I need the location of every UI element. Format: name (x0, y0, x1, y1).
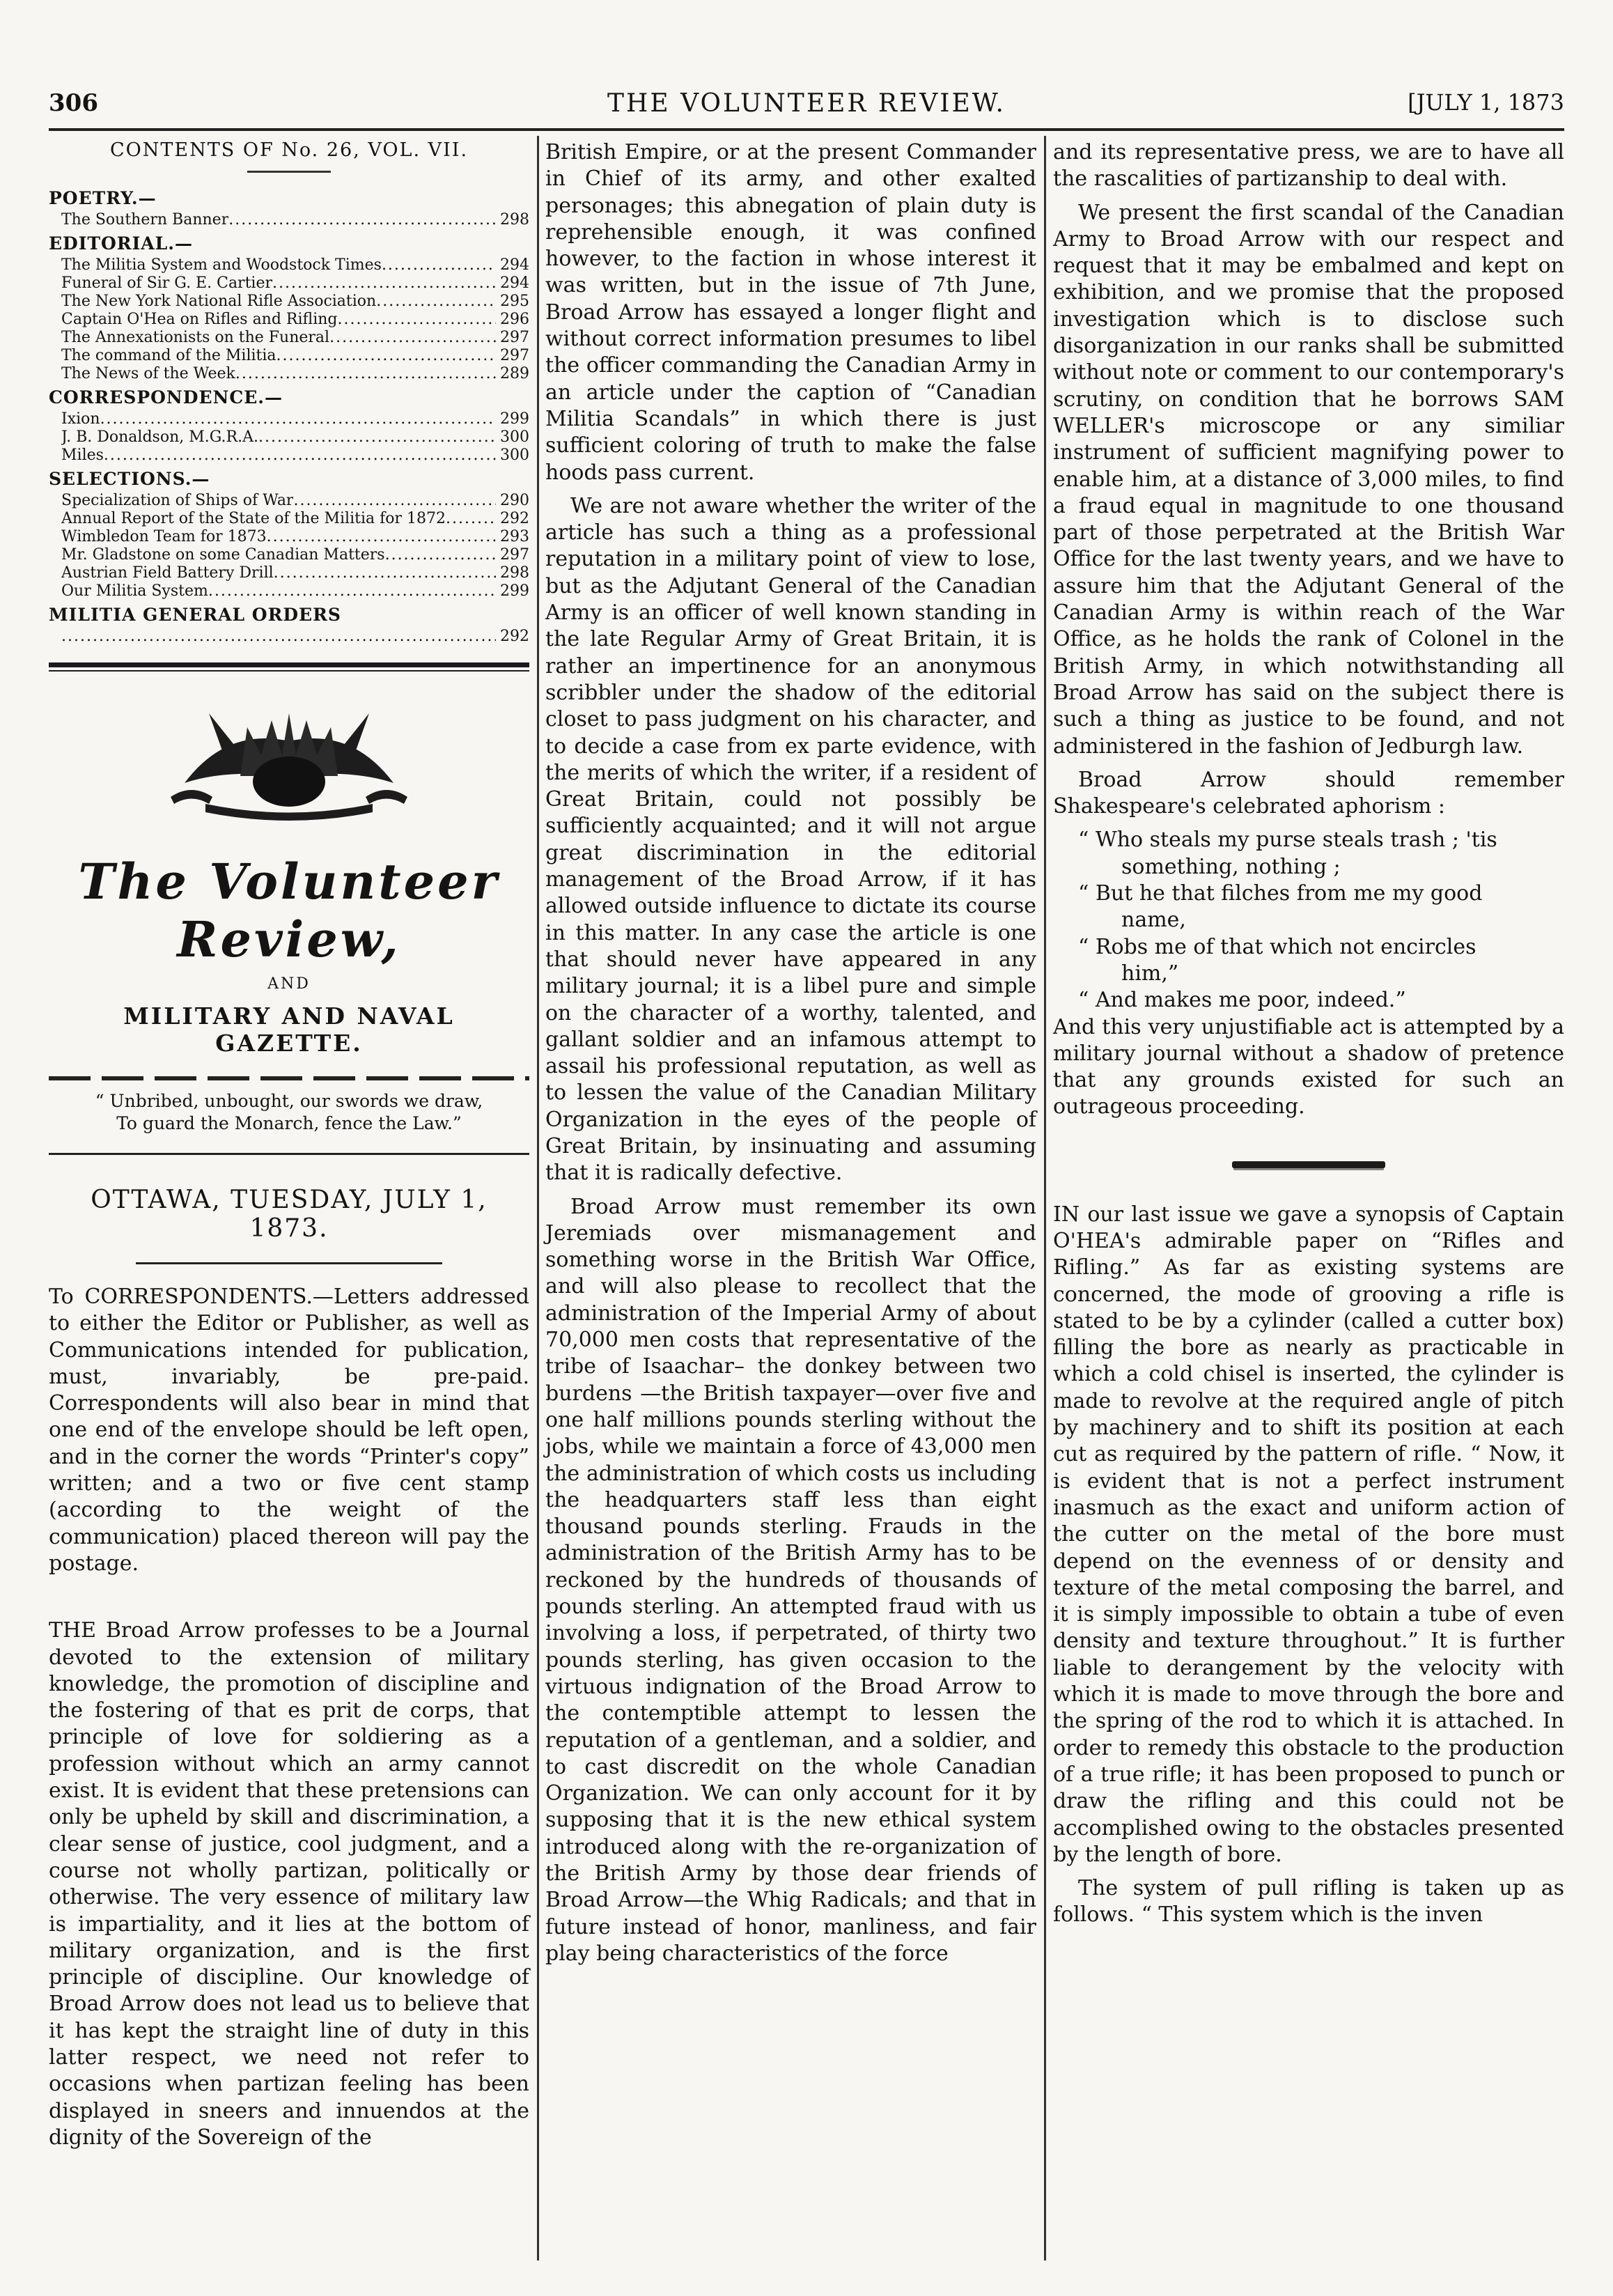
contents-entry-page: 290 (500, 492, 529, 509)
page-header (49, 89, 1564, 123)
contents-entry-page: 297 (500, 329, 529, 346)
contents-entry (49, 274, 529, 293)
table-of-contents (49, 188, 529, 646)
leader-dots (235, 365, 496, 383)
column-2 (545, 139, 1036, 1974)
contents-entry-title: Wimbledon Team for 1873 (61, 528, 267, 545)
contents-entry-page: 299 (500, 582, 529, 600)
editorial-paragraph: We present the first scandal of the Canadian Army to Broad Arrow with our respect and request that it may be embalmed and kept on exhibition, and we promise that the proposed investigation which is to disclose such disorganization in our ranks shall be submitted without note or comment to our contemporary's scrutiny, on condition that he borrows SAM WELLER's microscope or any similiar instrument of sufficient magnifying power to enable him, at a distance of 3,000 miles, to find a fraud equal in magnitude to one thousand part of those perpetrated at the British War Office for the last twenty years, and we have to assure him that the Adjutant General of the Canadian Army is within reach of the War Office, as he holds the rank of Colonel in the British Army, in which notwithstanding all Broad Arrow has said on the subject there is such a thing as justice to be found, and not administered in the fashion of Jedburgh law. (1053, 200, 1564, 759)
motto-rule (49, 1153, 529, 1155)
contents-entry-page: 292 (500, 628, 529, 645)
contents-entry (49, 428, 529, 447)
header-rule (49, 128, 1564, 131)
leader-dots (382, 256, 496, 274)
contents-entry-title: The News of the Week (61, 365, 235, 382)
contents-entry-page: 297 (500, 546, 529, 564)
masthead-subtitle: MILITARY AND NAVAL GAZETTE. (123, 1002, 455, 1057)
contents-section-heading: SELECTIONS.— (49, 469, 210, 489)
column-rule-2 (1044, 136, 1046, 2260)
contents-entry-title: The Militia System and Woodstock Times (61, 256, 382, 274)
editorial-paragraph: We are not aware whether the writer of the article has such a thing as a professional reputation in a military point of view to lose, but as the Adjutant General of the Canadian Army is an officer of well known standing in the late Regular Army of Great Britain, it is rather an impertinence for an anonymous scribbler under the shadow of the editorial closet to pass judgment on his character, and to decide a case from ex parte evidence, with the merits of which the writer, if a resident of Great Britain, could not possibly be sufficiently acquainted; and it will not argue great discrimination in the editorial management of the Broad Arrow, if it has allowed outside influence to dictate its course in this matter. In any case the article is one that should never have appeared in any military journal; it is a libel pure and simple on the character of a worthy, talented, and gallant soldier and an infamous attempt to assail his professional reputation, as well as to lessen the value of the Canadian Military Organization in the eyes of the people of Great Britain, by insinuating and assuming that it is radically defective. (545, 493, 1036, 1186)
masthead-and: AND (267, 975, 311, 993)
leader-dots (446, 510, 496, 528)
leader-dots (208, 582, 496, 600)
editorial-paragraph: And this very unjustifiable act is attempted by a military journal without a shadow of pretence that any grounds existed for such an outrageous proceeding. (1053, 1014, 1564, 1119)
column-1 (49, 139, 529, 2158)
contents-entry-title: The Southern Banner (61, 211, 229, 228)
editorial-paragraph: British Empire, or at the present Commander in Chief of its army, and other exalted personages; this abnegation of plain duty is reprehensible enough, it was confined however, to the faction in whose interest it was written, but in the issue of 7th June, Broad Arrow has essayed a longer flight and without correct information presumes to libel the officer commanding the Canadian Army in an article under the caption of “Canadian Militia Scandals” in which there is just sufficient coloring of truth to make the false hoods pass current. (545, 140, 1036, 485)
leader-dots (376, 293, 496, 311)
contents-entry-title: The command of the Militia (61, 347, 276, 364)
contents-entry-page: 289 (500, 365, 529, 382)
contents-entry (49, 447, 529, 465)
contents-entry (49, 410, 529, 428)
contents-entry-page: 294 (500, 274, 529, 292)
masthead-motto (49, 1090, 529, 1135)
section-ornament (1232, 1161, 1385, 1168)
leader-dots (272, 274, 496, 293)
masthead-rule (49, 1076, 529, 1080)
editorial-paragraph: THE Broad Arrow professes to be a Journal devoted to the extension of military knowledge, the promotion of discipline and the fostering of that es prit de corps, that principle of love for soldiering as a profession without which an army cannot exist. It is evident that these pretensions can only be upheld by skill and discrimination, a clear sense of justice, cool judgment, and a course not wholly partizan, politically or otherwise. The very essence of military law is impartiality, and it lies at the bottom of military organization, and is the first principle of discipline. Our knowledge of Broad Arrow does not lead us to believe that it has kept the straight line of duty in this latter respect, we need not refer to occasions when partizan feeling has been displayed in sneers and innuendos at the dignity of the Sovereign of the (49, 1618, 529, 2150)
contents-entry (49, 528, 529, 546)
leader-dots (293, 492, 496, 510)
contents-entry-title: Austrian Field Battery Drill (61, 564, 274, 582)
contents-section-heading: POETRY.— (49, 188, 157, 208)
editorial-paragraph: and its representative press, we are to have all the rascalities of partizanship to deal with. (1053, 140, 1564, 192)
royal-crest-icon (143, 699, 435, 825)
motto-line: “ Unbribed, unbought, our swords we draw, (95, 1091, 483, 1111)
journal-title: THE VOLUNTEER REVIEW. (607, 89, 1006, 118)
editorial-paragraph: IN our last issue we gave a synopsis of Captain O'HEA's admirable paper on “Rifles and Rifling.” As far as existing systems are concerned, the mode of grooving a rifle is stated to be by a cylinder (called a cutter box) filling the bore as nearly as practicable in which a cold chisel is inserted, the cylinder is made to revolve at the required angle of pitch by machinery and to shift its position at each cut as required by the pattern of rifle. “ Now, it is evident that is not a perfect instrument inasmuch as the exact and uniform action of the cutter on the metal of the bore must depend on the evenness of or density and texture of the metal composing the barrel, and it is simply impossible to obtain a tube of even density and texture throughout.” It is further liable to derangement by the velocity with which it is made to move through the bore and the spring of the rod to which it is attached. In order to remedy this obstacle to the production of a true rifle; it has been proposed to punch or draw the rifling and this could not be accomplished owing to the obstacles presented by the length of bore. (1053, 1202, 1564, 1867)
contents-entry-title: The New York National Rifle Association (61, 293, 377, 310)
contents-section-heading: MILITIA GENERAL ORDERS (49, 605, 341, 625)
contents-entry (49, 564, 529, 582)
dateline: OTTAWA, TUESDAY, JULY 1, 1873. (91, 1186, 488, 1243)
notice-to-correspondents: To CORRESPONDENTS.—Letters addressed to either the Editor or Publisher, as well as Communications intended for publication, must, invariably, be pre-paid. Correspondents will also bear in mind that one end of the envelope should be left open, and in the corner the words “Printer's copy” written; and a two or five cent stamp (according to the weight of the communication) placed thereon will pay the postage. (49, 1285, 529, 1576)
contents-entry-page: 295 (500, 293, 529, 310)
contents-entry-page: 300 (500, 447, 529, 464)
dateline-rule (136, 1262, 442, 1264)
contents-entry-title: Ixion (61, 410, 100, 428)
leader-dots (267, 528, 496, 546)
contents-entry-page: 299 (500, 410, 529, 428)
contents-entry (49, 311, 529, 329)
quote-line: “ Robs me of that which not encircles him,” (1078, 934, 1476, 986)
contents-thin-rule (49, 670, 529, 672)
leader-dots (276, 347, 496, 365)
quote-line: “ And makes me poor, indeed.” (1078, 988, 1406, 1013)
column-rule-1 (537, 136, 539, 2260)
contents-entry-title: Miles (61, 447, 104, 464)
contents-entry-page: 300 (500, 428, 529, 446)
shakespeare-quote (1053, 827, 1564, 1014)
contents-entry (49, 256, 529, 274)
contents-entry (49, 365, 529, 383)
leader-dots (228, 211, 496, 229)
leader-dots (100, 410, 496, 428)
contents-entry (49, 628, 529, 646)
contents-entry-title: The Annexationists on the Funeral (61, 329, 330, 346)
editorial-paragraph: Broad Arrow should remember Shakespeare's celebrated aphorism : (1053, 767, 1564, 819)
leader-dots (104, 447, 496, 465)
contents-entry (49, 546, 529, 564)
leader-dots (338, 311, 497, 329)
leader-dots (329, 329, 496, 347)
page-number: 306 (49, 89, 98, 117)
contents-entry-page: 297 (500, 347, 529, 364)
contents-entry (49, 510, 529, 528)
masthead-title: The Volunteer Review, (78, 853, 500, 968)
contents-entry-title: Specialization of Ships of War (61, 492, 294, 509)
contents-section-heading: CORRESPONDENCE.— (49, 387, 283, 408)
contents-entry-title: Annual Report of the State of the Militia for 1872 (61, 510, 446, 527)
editorial-paragraph: Broad Arrow must remember its own Jeremiads over mismanagement and something worse in the British War Office, and will also please to recollect that the administration of the Imperial Army of about 70,000 men costs that representative of the tribe of Isaachar– the donkey between two burdens —the British taxpayer—over five and one half millions pounds sterling without the jobs, while we maintain a force of 43,000 men the administration of which costs us including the headquarters staff less than eight thousand pounds sterling. Frauds in the administration of the British Army has to be reckoned by the hundreds of thousands of pounds sterling. An attempted fraud with us involving a loss, if perpetrated, of thirty two pounds sterling, has given occasion to the virtuous indignation of the Broad Arrow to the contemptible attempt to lessen the reputation of a gentleman, and a soldier, and to cast discredit on the whole Canadian Organization. We can only account for it by supposing that it is the new ethical system introduced along with the re-organization of the British Army by those dear friends of Broad Arrow—the Whig Radicals; and that in future instead of honor, manliness, and fair play being characteristics of the force (545, 1194, 1036, 1966)
quote-line: “ Who steals my purse steals trash ; 'tis something, nothing ; (1078, 828, 1497, 879)
contents-entry (49, 329, 529, 347)
leader-dots (61, 628, 496, 646)
contents-entry (49, 492, 529, 510)
contents-entry (49, 293, 529, 311)
contents-rule (247, 171, 331, 173)
column-3 (1053, 139, 1564, 1936)
contents-thick-rule (49, 662, 529, 667)
leader-dots (274, 564, 496, 582)
contents-entry (49, 211, 529, 229)
contents-entry-page: 294 (500, 256, 529, 274)
contents-entry (49, 347, 529, 365)
contents-section-heading: EDITORIAL.— (49, 233, 193, 254)
contents-entry-page: 298 (500, 211, 529, 228)
contents-entry-page: 298 (500, 564, 529, 582)
leader-dots (385, 546, 496, 564)
contents-entry-title: Mr. Gladstone on some Canadian Matters (61, 546, 385, 564)
contents-entry-title: Funeral of Sir G. E. Cartier (61, 274, 272, 292)
contents-entry-page: 292 (500, 510, 529, 527)
editorial-paragraph: The system of pull rifling is taken up as follows. “ This system which is the inven (1053, 1876, 1564, 1927)
contents-entry-title: J. B. Donaldson, M.G.R.A. (61, 428, 258, 446)
contents-entry-page: 296 (500, 311, 529, 328)
quote-line: “ But he that filches from me my good name, (1078, 881, 1483, 933)
leader-dots (258, 428, 496, 447)
issue-date: [JULY 1, 1873 (1408, 89, 1564, 116)
contents-entry-title: Captain O'Hea on Rifles and Rifling (61, 311, 338, 328)
contents-entry (49, 582, 529, 600)
motto-line: To guard the Monarch, fence the Law.” (116, 1113, 462, 1133)
contents-title: CONTENTS OF No. 26, VOL. VII. (109, 139, 469, 161)
contents-entry-title: Our Militia System (61, 582, 208, 600)
contents-entry-page: 293 (500, 528, 529, 545)
